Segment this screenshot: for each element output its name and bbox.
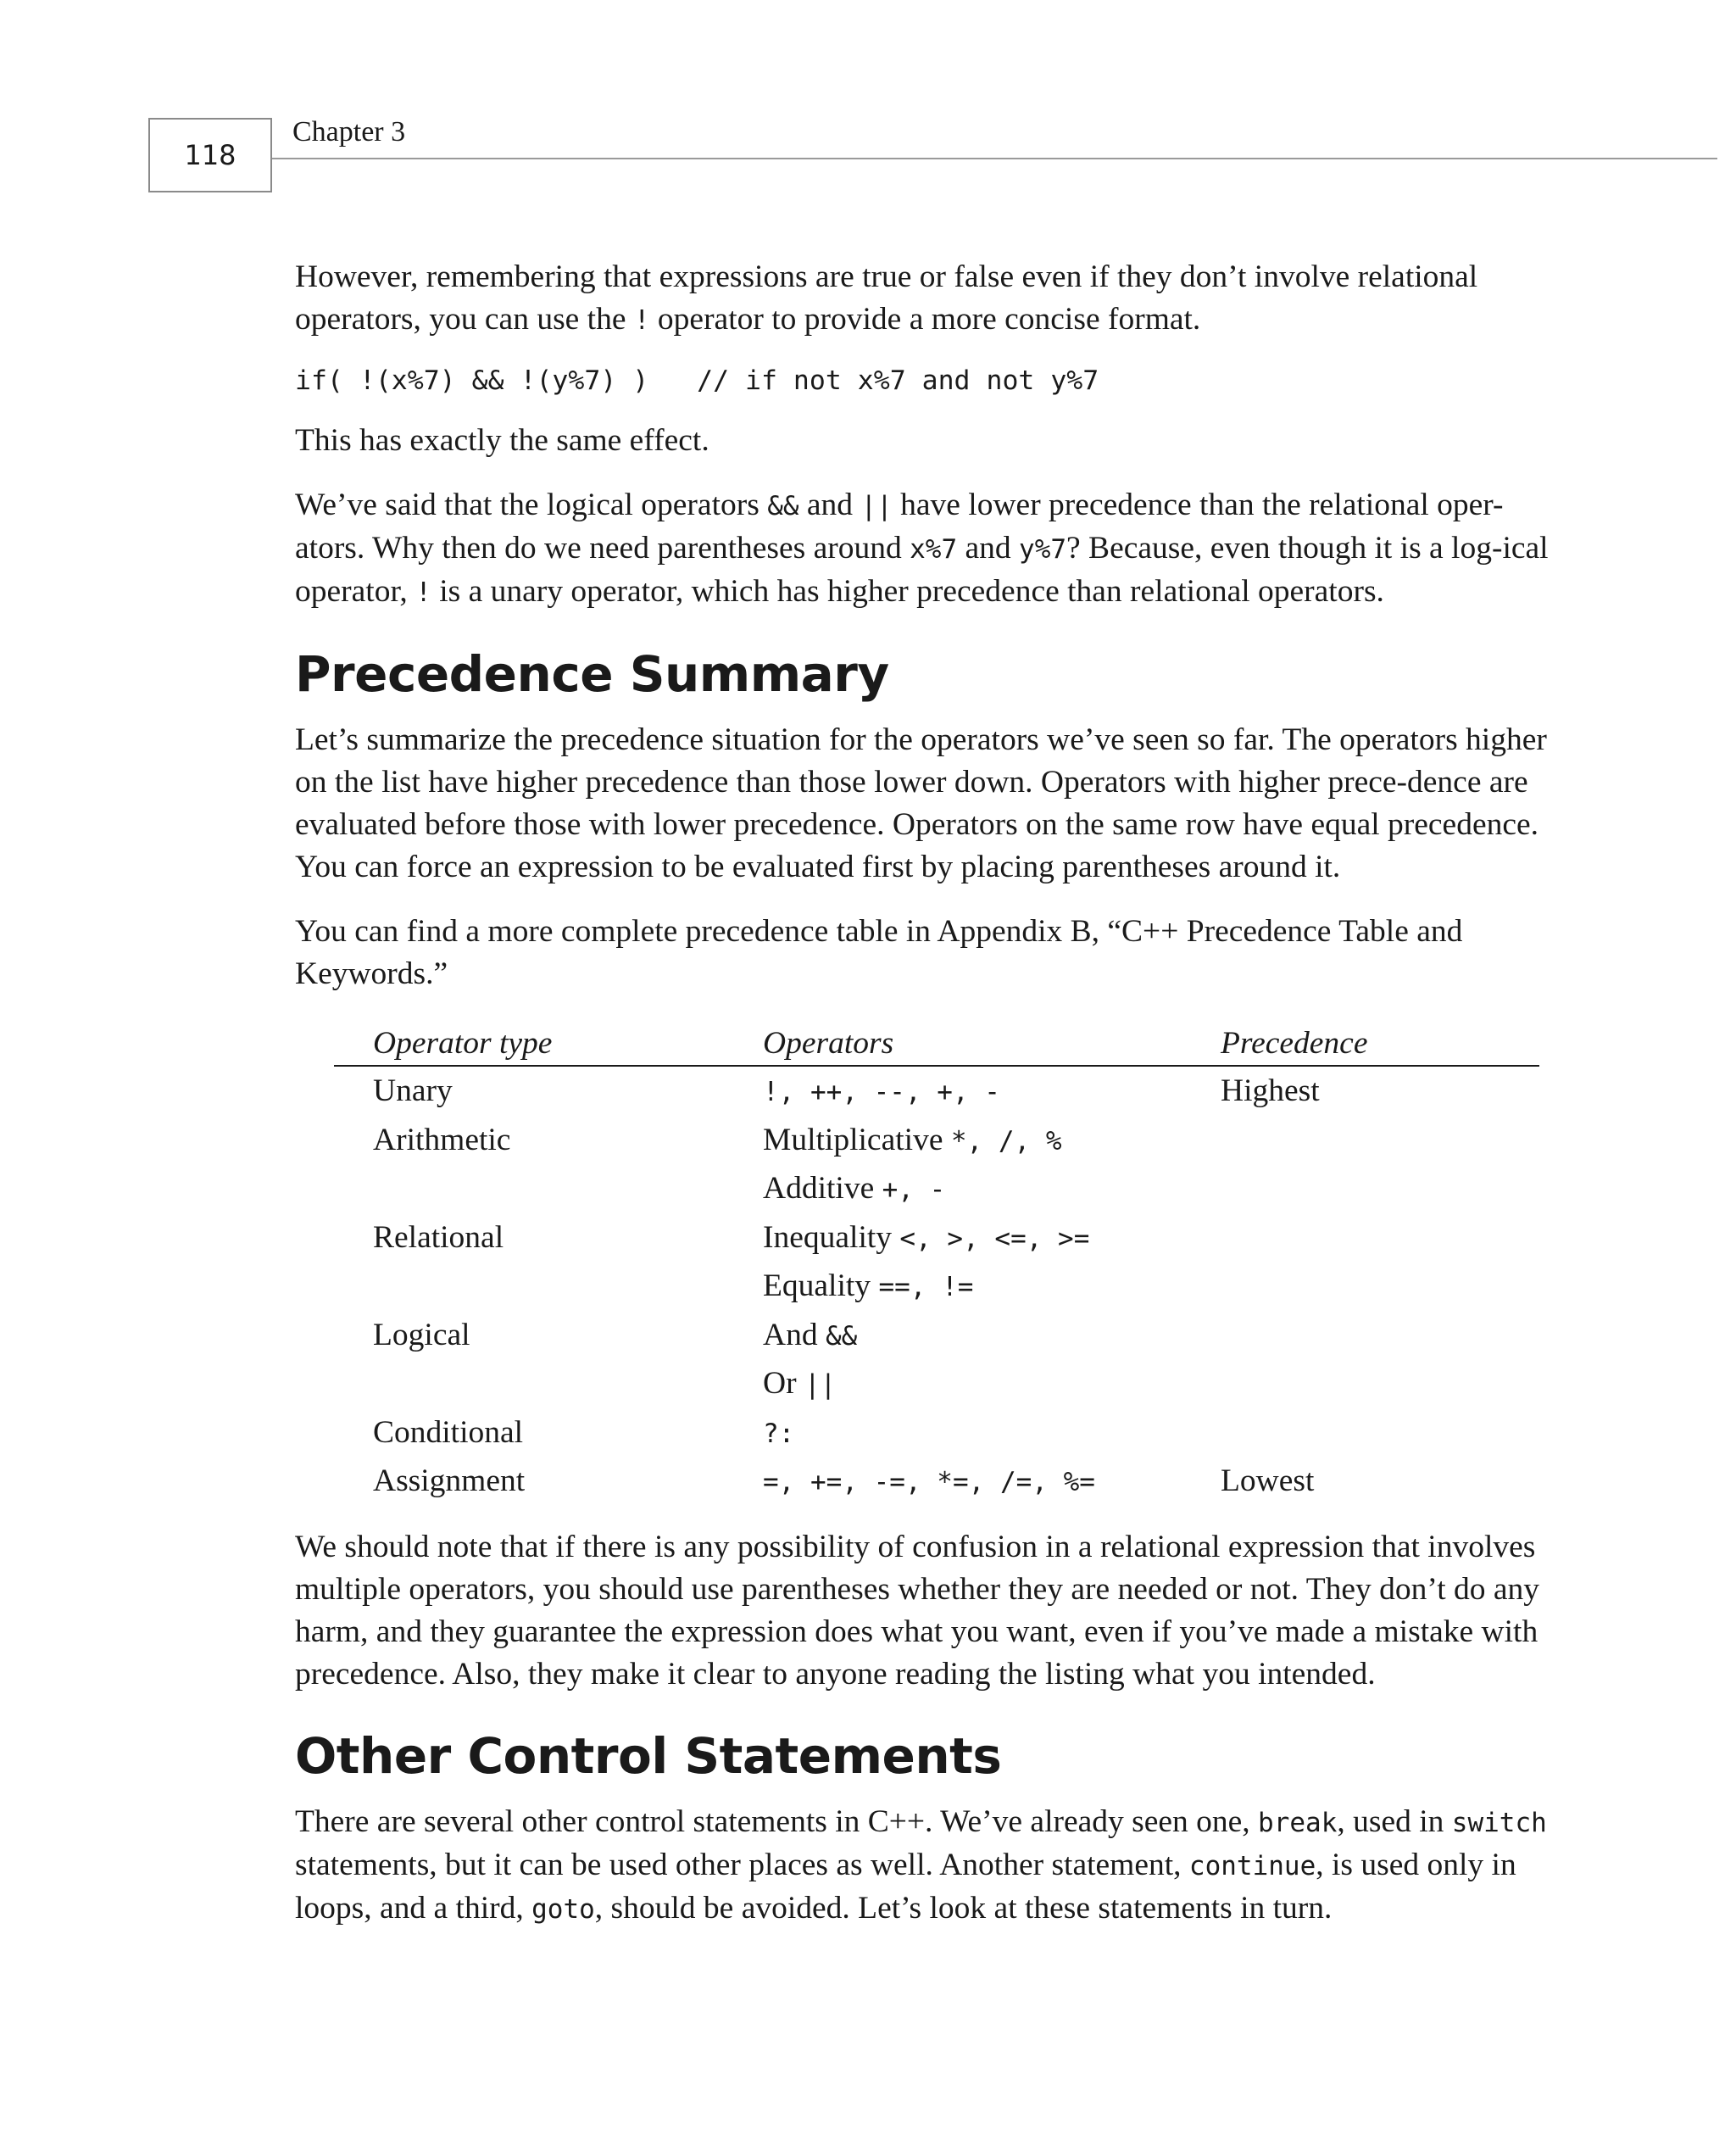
paragraph-same-effect: This has exactly the same effect. [295,423,709,458]
paragraph-control-statements: There are several other control statements in C++. We’ve already seen one, break, used in switch statements, but it can be used other places as well. Another statement, continue, is used only in loops, and a third, goto, should be avoided. Let’s look at these statements in turn. [295,1803,1547,1926]
operator-type-cell: Unary [373,1073,453,1109]
operators-cell: Equality ==, != [763,1268,974,1304]
precedence-cell [1221,1164,1539,1213]
header-rule [272,158,1717,159]
operator-type-cell: Arithmetic [373,1122,511,1157]
precedence-cell: Highest [1221,1073,1320,1109]
precedence-cell [1221,1408,1539,1458]
table-row [334,1408,1539,1458]
operators-cell: Inequality <, >, <=, >= [763,1219,1090,1255]
page-number: 118 [148,118,272,192]
column-header-precedence: Precedence [1221,1016,1539,1066]
operators-cell: ?: [763,1418,795,1449]
operator-type-cell: Conditional [373,1414,524,1450]
paragraph-logical-precedence: We’ve said that the logical operators && and || have lower precedence than the relational oper-ators. Why then do we need parentheses around x%7 and y%7? Because, even though it is a log-ical operator, ! is a unary operator, which has higher precedence than relational operators. [295,488,1549,609]
operators-cell: Additive +, - [763,1171,946,1207]
operator-type-cell [334,1164,763,1213]
operator-type-cell: Logical [373,1317,470,1352]
code-line-if-not: if( !(x%7) && !(y%7) ) // if not x%7 and not y%7 [295,365,1099,396]
paragraph-precedence-summary: Let’s summarize the precedence situation for the operators we’ve seen so far. The operators higher on the list have higher precedence than those lower down. Operators with higher prece-dence are evaluated before those with lower precedence. Operators on the same row have equal precedence. You can force an expression to be evaluated first by placing parentheses around it. [295,722,1547,884]
column-header-operator-type: Operator type [334,1016,763,1066]
table-header-row [334,1016,1539,1066]
operators-cell: Or || [763,1366,837,1402]
operators-cell: Multiplicative *, /, % [763,1122,1062,1157]
chapter-label: Chapter 3 [292,116,406,148]
precedence-cell [1221,1311,1539,1360]
precedence-table [334,1016,1539,1506]
operator-type-cell: Assignment [373,1463,526,1499]
table-row [334,1359,1539,1408]
paragraph-concise-format: However, remembering that expressions are true or false even if they don’t involve relational operators, you can use the ! operator to provide a more concise format. [295,259,1478,337]
table-row [334,1066,1539,1116]
table-row [334,1262,1539,1311]
page-body [295,256,1550,1931]
operators-cell: And && [763,1317,858,1352]
precedence-cell [1221,1262,1539,1311]
operator-type-cell [334,1262,763,1311]
heading-precedence-summary: Precedence Summary [295,645,889,703]
column-header-operators: Operators [763,1016,1221,1066]
operators-cell: =, +=, -=, *=, /=, %= [763,1467,1095,1498]
paragraph-use-parentheses: We should note that if there is any possibility of confusion in a relational expression that involves multiple operators, you should use parentheses whether they are needed or not. They don’t do any harm, and they guarantee the expression does what you want, even if you’ve made a mistake with precedence. Also, they make it clear to anyone reading the listing what you intended. [295,1529,1540,1692]
operator-type-cell: Relational [373,1219,504,1255]
precedence-cell: Lowest [1221,1463,1315,1499]
operator-type-cell [334,1359,763,1408]
table-row [334,1116,1539,1165]
heading-other-control-statements: Other Control Statements [295,1726,1002,1785]
table-row [334,1164,1539,1213]
table-row [334,1213,1539,1263]
table-row [334,1311,1539,1360]
table-row [334,1457,1539,1506]
precedence-cell [1221,1213,1539,1263]
precedence-cell [1221,1116,1539,1165]
paragraph-appendix-reference: You can find a more complete precedence table in Appendix B, “C++ Precedence Table and Keywords.” [295,914,1463,991]
precedence-cell [1221,1359,1539,1408]
operators-cell: !, ++, --, +, - [763,1077,1000,1108]
